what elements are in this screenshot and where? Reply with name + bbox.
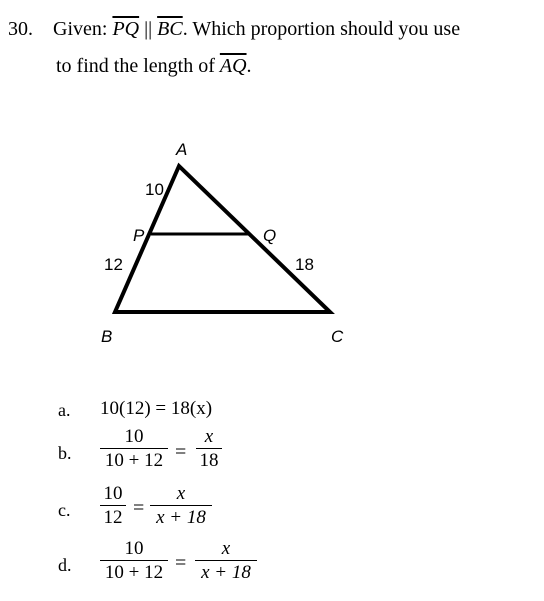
choice-b-equals: = <box>175 441 187 463</box>
vertex-label-a: A <box>176 140 188 159</box>
choice-b-letter: b. <box>58 443 72 463</box>
choice-d-letter: d. <box>58 555 72 575</box>
choice-d-right-fraction <box>195 538 257 585</box>
fraction-numerator: 10 <box>124 426 144 447</box>
choice-c-equals: = <box>133 497 145 519</box>
vertex-label-p: P <box>133 226 145 245</box>
length-label-pb: 12 <box>104 255 123 274</box>
fraction-denominator: 10 + 12 <box>104 562 164 583</box>
fraction-numerator: x <box>204 426 214 447</box>
choice-d-left-fraction <box>100 538 168 585</box>
question-line2-text: to find the length of <box>56 55 215 77</box>
fraction-denominator: x + 18 <box>156 507 206 528</box>
choice-c-letter: c. <box>58 500 71 520</box>
vertex-label-q: Q <box>263 226 277 245</box>
choice-b-right-fraction <box>196 426 222 473</box>
choice-d-equals: = <box>175 552 187 574</box>
fraction-numerator: x <box>221 538 231 559</box>
question-number: 30. <box>8 18 33 40</box>
segment-pq: $\overline{PQ}$ <box>112 18 140 40</box>
vertex-label-c: C <box>331 327 344 346</box>
segment-aq: $\overline{AQ}$ <box>219 55 247 77</box>
choice-c-left-fraction <box>100 483 126 530</box>
question-line2-end: . <box>246 55 252 77</box>
fraction-numerator: x <box>176 483 186 504</box>
parallel-symbol: || <box>144 18 153 40</box>
fraction-numerator: 10 <box>103 483 123 504</box>
fraction-denominator: 18 <box>199 450 219 471</box>
given-label: Given: <box>53 18 108 40</box>
choice-a-expression: 10(12) = 18(x) <box>100 398 213 419</box>
fraction-denominator: 12 <box>103 507 123 528</box>
choice-a-letter: a. <box>58 400 71 420</box>
vertex-label-b: B <box>101 327 113 346</box>
choice-c-right-fraction <box>150 483 212 530</box>
length-label-qc: 18 <box>295 255 314 274</box>
choice-b-left-fraction <box>100 426 168 473</box>
length-label-ap: 10 <box>145 180 164 199</box>
fraction-denominator: 10 + 12 <box>104 450 164 471</box>
segment-bc: $\overline{BC}$ <box>157 18 183 40</box>
fraction-denominator: x + 18 <box>201 562 251 583</box>
question-line1-rest: . Which proportion should you use <box>182 18 461 40</box>
fraction-numerator: 10 <box>124 538 144 559</box>
